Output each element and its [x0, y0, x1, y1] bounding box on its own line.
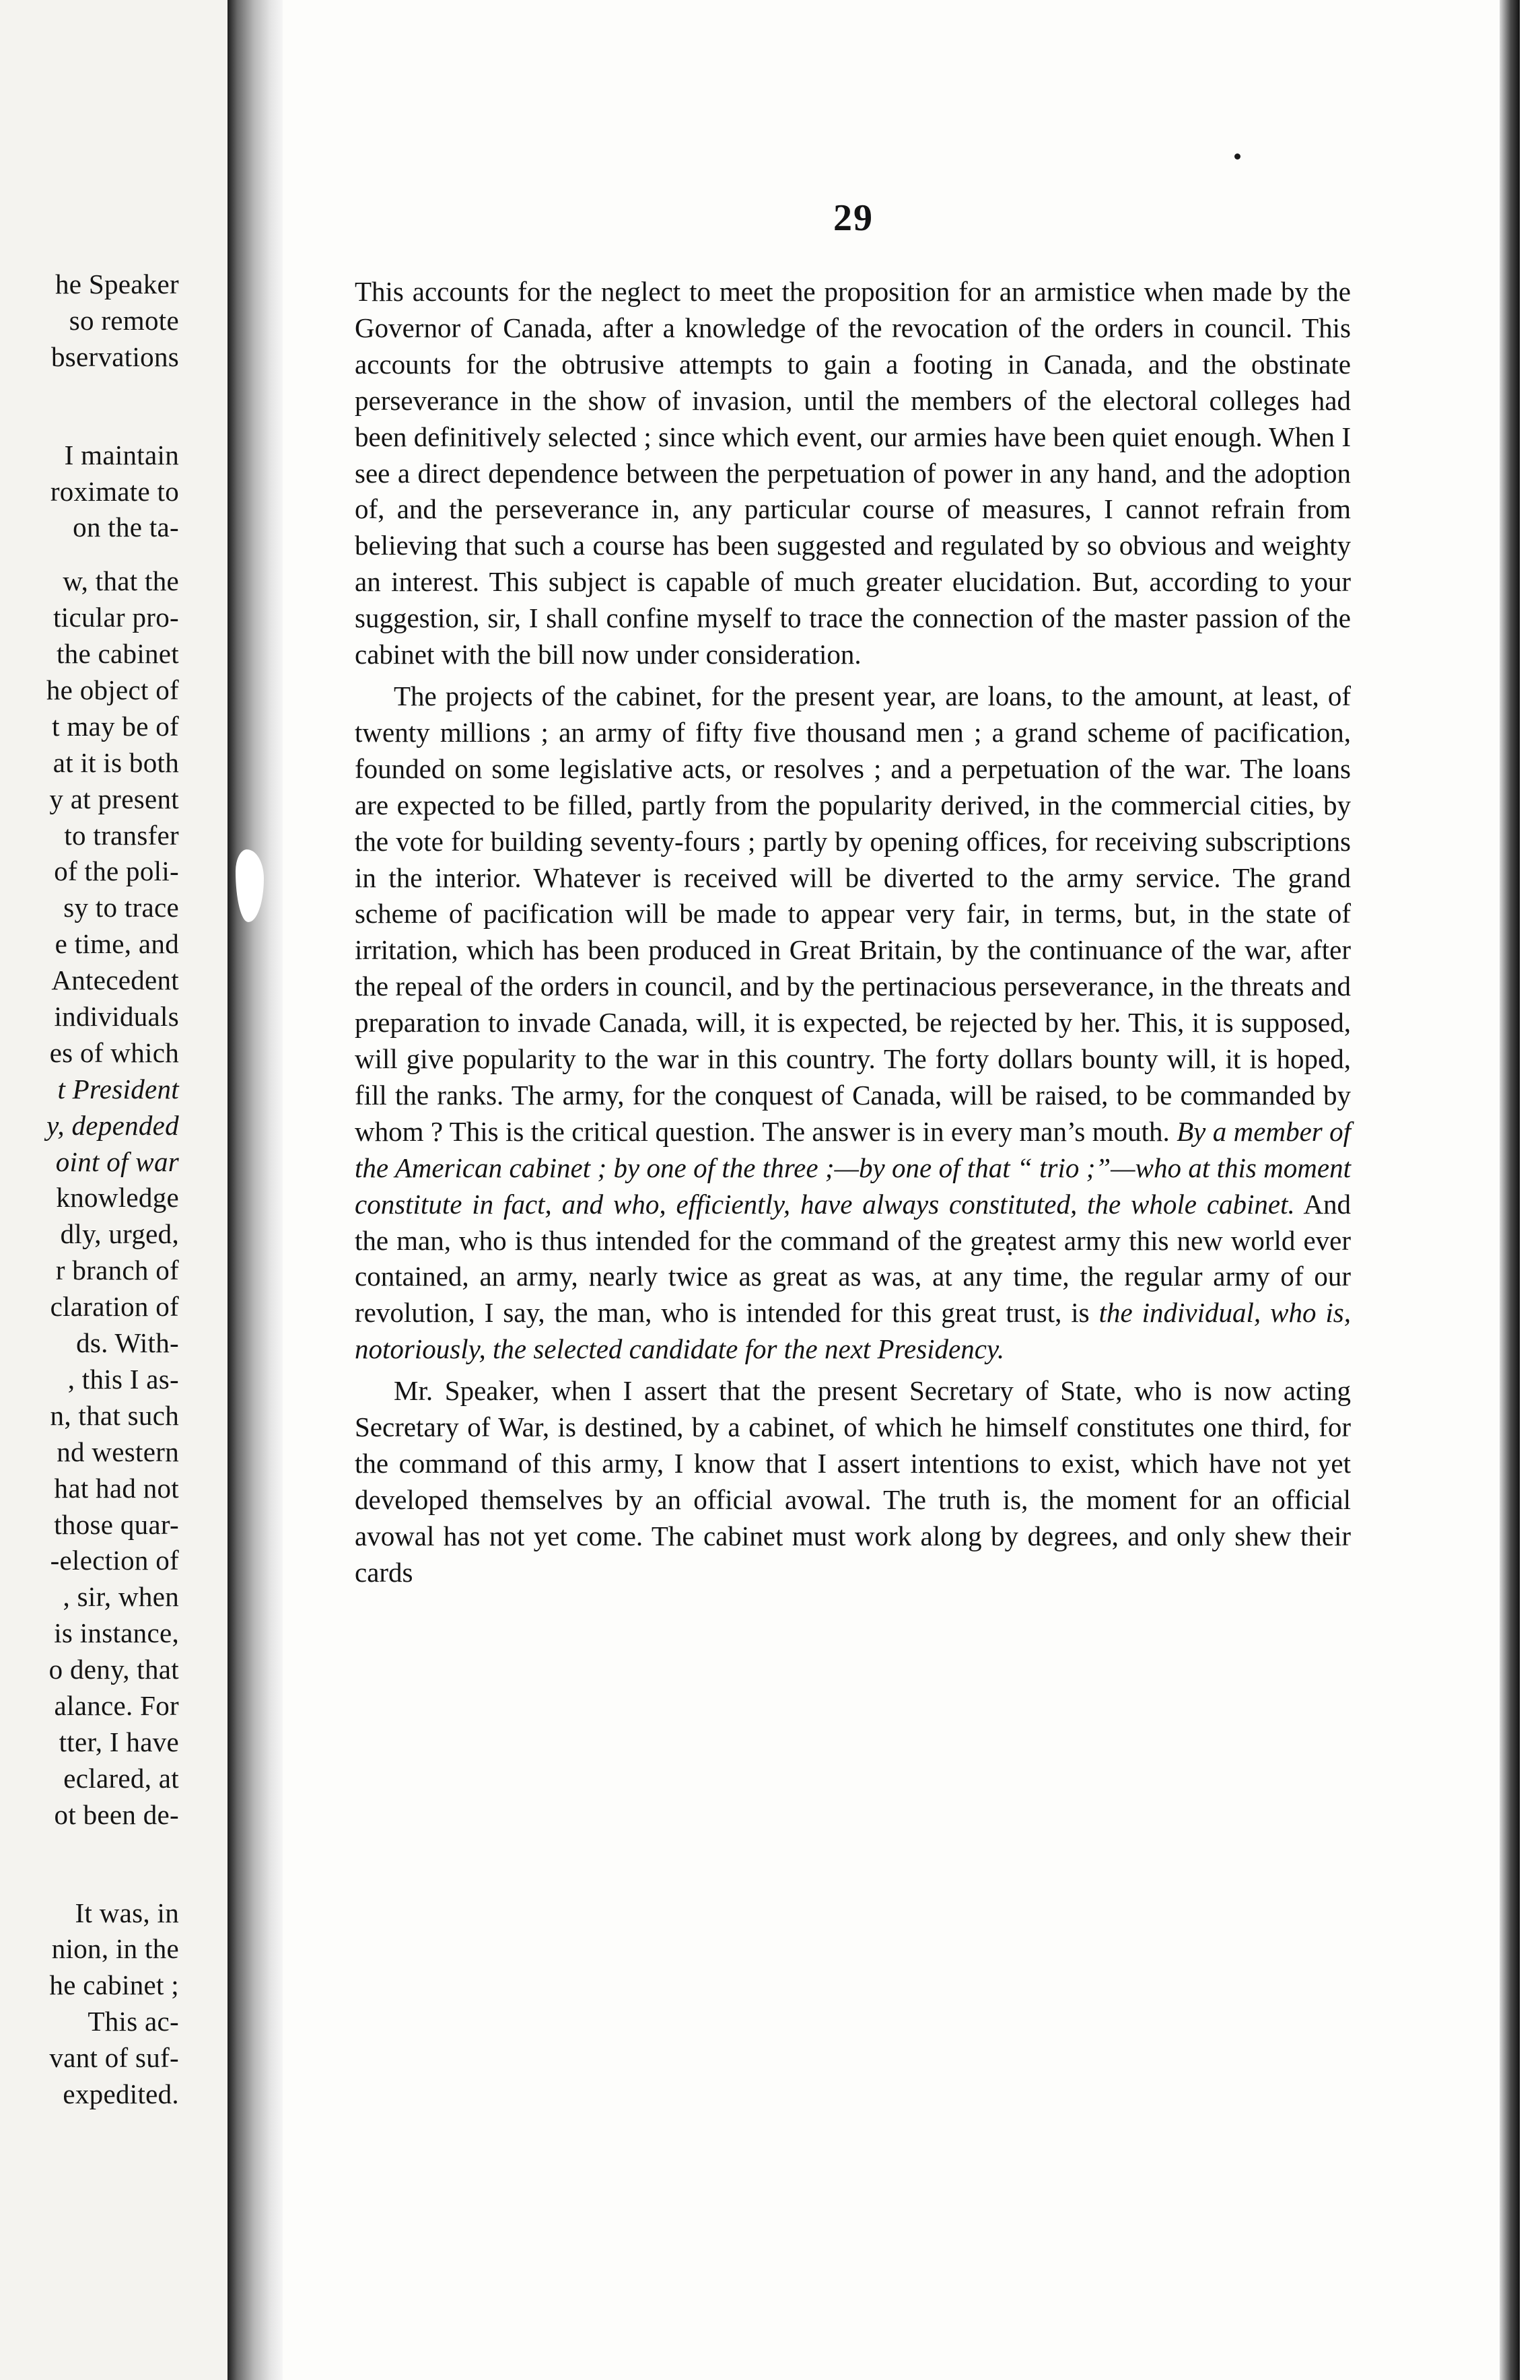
left-line: those quar-	[54, 1508, 179, 1540]
left-line: sy to trace	[63, 892, 179, 923]
left-line: so remote	[69, 304, 179, 336]
left-line: oint of war	[55, 1146, 179, 1177]
left-line: I maintain	[64, 439, 179, 470]
left-line: tter, I have	[59, 1726, 179, 1757]
left-line: the cabinet	[56, 638, 179, 670]
paragraph-text: Mr. Speaker, when I assert that the present Secretary of State, who is now acting Secretary of War, is destined, by a cabinet, of which he himself constitutes one third, for the command of this army, I know that I assert intentions to exist, which have not yet developed themselves by an official avowal. The truth is, the moment for an official avowal has not yet come. The cabinet must work along by degrees, and only shew their cards	[355, 1375, 1351, 1588]
paragraph	[355, 678, 1351, 1368]
left-line: on the ta-	[73, 512, 179, 543]
left-line: r branch of	[55, 1255, 179, 1286]
left-line: of the poli-	[54, 855, 179, 887]
paragraph	[355, 1373, 1351, 1590]
left-line: to transfer	[64, 819, 179, 851]
page-body-text	[355, 274, 1351, 1591]
left-line: hat had not	[54, 1472, 179, 1504]
previous-page-fragment	[0, 0, 228, 2380]
previous-page-text	[0, 267, 179, 2113]
left-line: t may be of	[52, 710, 179, 742]
left-line: ds. With-	[76, 1327, 179, 1359]
italic-quote: the individual, who is, notoriously, the selected candidate for the next Presidency.	[355, 1297, 1351, 1365]
paragraph-text: This accounts for the neglect to meet the proposition for an armistice when made by the Governor of Canada, after a knowledge of the revocation of the orders in council. This accounts for the obtrusive attempts to gain a footing in Canada, and the obstinate perseverance in the show of invasion, until the members of the electoral colleges had been definitively selected ; since which event, our armies have been quiet enough. When I see a direct dependence between the perpetuation of power in any hand, and the adoption of, and the perseverance in, any particular course of measures, I cannot refrain from believing that such a course has been suggested and regulated by so obvious and weighty an interest. This subject is capable of much greater elucidation. But, according to your suggestion, sir, I shall confine myself to trace the connection of the master passion of the cabinet with the bill now under consideration.	[355, 276, 1351, 670]
left-line: he cabinet ;	[49, 1969, 179, 2001]
left-line: nion, in the	[51, 1933, 179, 1965]
left-line: is instance,	[54, 1617, 179, 1649]
left-line: es of which	[49, 1037, 179, 1068]
dust-speck	[1234, 153, 1240, 160]
left-line: , this I as-	[67, 1363, 179, 1395]
left-line: vant of suf-	[49, 2042, 179, 2074]
paragraph-text: And the man, who is thus intended for the command of the greatest army this new world ever contained, an army, nearly twice as great as was, at any time, the regular army of our revolution, I say, the man, who is intended for this great trust, is	[355, 1188, 1351, 1329]
left-line: dly, urged,	[60, 1218, 179, 1250]
left-line: individuals	[54, 1001, 179, 1032]
left-line: y, depended	[46, 1109, 179, 1141]
left-line: This ac-	[88, 2006, 179, 2037]
left-line: n, that such	[50, 1399, 179, 1431]
left-line: , sir, when	[63, 1581, 179, 1613]
left-line: Antecedent	[51, 965, 179, 996]
left-line: he object of	[46, 674, 179, 706]
paragraph	[355, 274, 1351, 673]
left-line: knowledge	[56, 1182, 179, 1214]
italic-quote: By a member of the American cabinet ; by one of the three ;—by one of that “ trio ;”—who at this moment constitute in fact, and who, efficiently, have always constituted, the whole cabinet.	[355, 1115, 1351, 1220]
left-line: -election of	[50, 1545, 179, 1576]
left-line: ticular pro-	[53, 602, 179, 633]
left-line: at it is both	[53, 746, 179, 778]
page-edge-shadow	[1500, 0, 1520, 2380]
left-line: alance. For	[54, 1689, 179, 1721]
left-line: nd western	[57, 1436, 179, 1467]
left-line: expedited.	[63, 2078, 179, 2109]
left-line: e time, and	[55, 928, 179, 960]
left-line: t President	[57, 1073, 179, 1105]
left-line: roximate to	[50, 475, 179, 507]
left-line: o deny, that	[48, 1654, 179, 1685]
page-number: 29	[833, 197, 874, 239]
left-line: w, that the	[63, 565, 179, 597]
book-gutter-shadow	[228, 0, 283, 2380]
paragraph-text: The projects of the cabinet, for the present year, are loans, to the amount, at least, of twenty millions ; an army of fifty five thousand men ; a grand scheme of pacification, founded on some legislative acts, or resolves ; and a perpetuation of the war. The loans are expected to be filled, partly from the popularity derived, in the commercial cities, by the vote for building seventy-fours ; partly by opening offices, for receiving subscriptions in the interior. Whatever is received will be diverted to the army service. The grand scheme of pacification will be made to appear very fair, in terms, but, in the state of irritation, which has been produced in Great Britain, by the continuance of the war, after the repeal of the orders in council, and by the pertinacious perseverance, in the threats and preparation to invade Canada, will, it is expected, be rejected by her. This, it is supposed, will give popularity to the war in this country. The forty dollars bounty will, it is hoped, fill the ranks. The army, for the conquest of Canada, will be raised, to be commanded by whom ? This is the critical question. The answer is in every man’s mouth.	[355, 680, 1351, 1147]
left-line: eclared, at	[63, 1762, 179, 1794]
left-line: bservations	[50, 341, 179, 372]
left-line: he Speaker	[55, 269, 179, 300]
left-line: y at present	[49, 783, 179, 814]
left-line: claration of	[50, 1291, 179, 1323]
left-line: ot been de-	[54, 1798, 179, 1830]
left-line: It was, in	[75, 1897, 179, 1928]
